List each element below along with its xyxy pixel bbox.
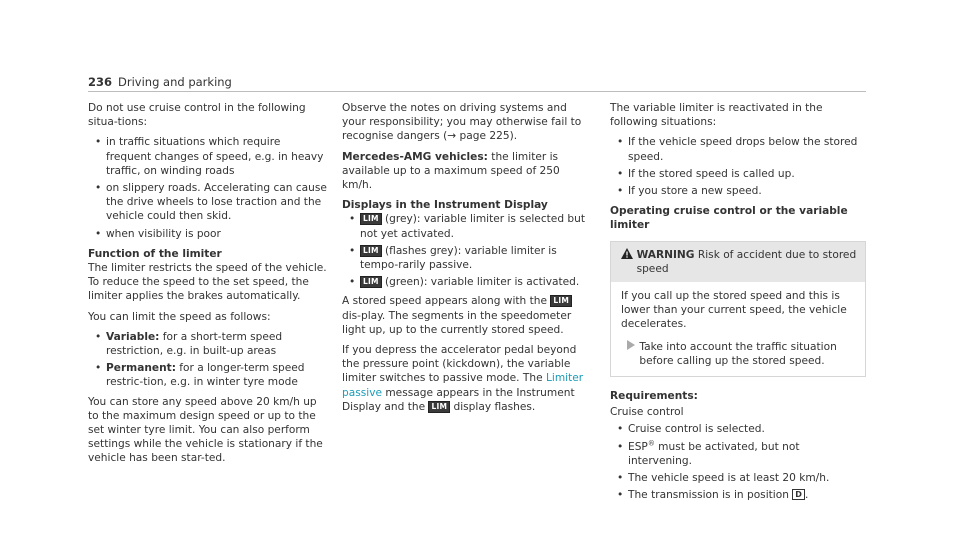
warning-label: WARNING — [636, 248, 695, 261]
bullet-icon: • — [617, 423, 624, 436]
limit-modes-list — [88, 330, 328, 390]
bullet-icon: • — [95, 362, 102, 375]
list-item: • Cruise control is selected. — [617, 423, 765, 436]
operating-heading: Operating cruise control or the variable limiter — [610, 205, 848, 232]
list-item: • in traffic situations which require frequent changes of speed, e.g. in heavy traffic, on winding roads — [95, 136, 324, 177]
warning-text: If you call up the stored speed and this is lower than your current speed, the vehicle decelerates. — [621, 290, 847, 331]
permanent-label: Permanent: — [106, 362, 176, 375]
list-item: • The transmission is in position D . — [617, 489, 809, 502]
bullet-icon: • — [95, 136, 102, 149]
list-item: • Variable: for a short-term speed restriction, e.g. in built-up areas — [95, 330, 283, 358]
tip — [621, 340, 857, 368]
bullet-icon: • — [95, 227, 102, 240]
registered-mark: ® — [647, 439, 655, 448]
requirements-heading: Requirements: — [610, 390, 698, 403]
displays-heading: Displays in the Instrument Display — [342, 199, 548, 212]
list-item: • Permanent: for a longer-term speed restric-tion, e.g. in winter tyre mode — [95, 362, 305, 389]
lim-icon: LIM — [550, 295, 572, 307]
list-item: • LIM (flashes grey): variable limiter is tempo-rarily passive. — [349, 244, 557, 272]
amg-label: Mercedes-AMG vehicles: — [342, 150, 488, 163]
bullet-icon: • — [349, 244, 356, 257]
lim-icon: LIM — [360, 276, 382, 288]
intro-text: Do not use cruise control in the following situa-tions: — [88, 102, 306, 129]
lim-icon: LIM — [360, 245, 382, 257]
list-item: • ESP® must be activated, but not intervening. — [617, 439, 800, 467]
requirements-list — [610, 422, 866, 502]
limiter-passive-message: Limiter passive — [342, 372, 584, 399]
requirements-subtitle: Cruise control — [610, 406, 684, 419]
list-item: • LIM (green): variable limiter is activated. — [349, 276, 580, 289]
limit-text: You can limit the speed as follows: — [88, 310, 271, 323]
arrow-right-icon — [621, 340, 639, 368]
bullet-icon: • — [617, 440, 624, 453]
warning-triangle-icon — [621, 248, 637, 276]
store-text: You can store any speed above 20 km/h up to the maximum design speed or up to the set winter tyre limit. You can also perform settings while the vehicle is stationary if the vehicle has been star-ted. — [88, 395, 323, 465]
warning-box — [610, 241, 866, 377]
list-item: • when visibility is poor — [95, 227, 221, 240]
observe-text: Observe the notes on driving systems and your responsibility; you may otherwise fail to recognise dangers (→ page 225). — [342, 102, 582, 143]
bullet-icon: • — [617, 472, 624, 485]
display-list — [342, 212, 588, 289]
reactivated-list — [610, 135, 866, 198]
stored-speed-text: A stored speed appears along with the LIM dis-play. The segments in the speedometer light up, up to the currently stored speed. — [342, 295, 572, 336]
warning-header — [611, 242, 865, 282]
header-divider — [88, 91, 866, 92]
bullet-icon: • — [95, 330, 102, 343]
warning-body — [611, 282, 865, 376]
bullet-icon: • — [349, 213, 356, 226]
list-item: • If you store a new speed. — [617, 185, 762, 198]
function-heading: Function of the limiter — [88, 247, 222, 260]
column-3 — [610, 101, 866, 507]
list-item: • LIM (grey): variable limiter is selected but not yet activated. — [349, 213, 586, 240]
warning-title: WARNING Risk of accident due to stored speed — [636, 248, 857, 275]
column-1 — [88, 101, 328, 472]
list-item: • If the stored speed is called up. — [617, 167, 795, 180]
list-item: • on slippery roads. Accelerating can cause the drive wheels to lose traction and the vehicle could then skid. — [95, 182, 327, 223]
lim-icon: LIM — [428, 401, 450, 413]
bullet-icon: • — [617, 167, 624, 180]
column-2 — [342, 101, 588, 420]
page-number: 236 — [88, 75, 113, 89]
tip-text: Take into account the traffic situation before calling up the stored speed. — [639, 340, 837, 367]
bullet-icon: • — [617, 185, 624, 198]
reactivated-text: The variable limiter is reactivated in the following situations: — [610, 102, 823, 129]
lim-icon: LIM — [360, 213, 382, 225]
situations-list — [88, 135, 328, 240]
kickdown-text: If you depress the accelerator pedal beyond the pressure point (kickdown), the variable limiter switches to passive mode. The Limiter passive message appears in the Instrument Display and the LIM display flashes. — [342, 344, 584, 413]
bullet-icon: • — [349, 276, 356, 289]
section-title: Driving and parking — [118, 75, 232, 89]
list-item: • The vehicle speed is at least 20 km/h. — [617, 472, 830, 485]
bullet-icon: • — [617, 136, 624, 149]
gear-position-d-icon: D — [792, 489, 805, 500]
amg-paragraph: Mercedes-AMG vehicles: the limiter is available up to a maximum speed of 250 km/h. — [342, 150, 560, 192]
bullet-icon: • — [617, 489, 624, 502]
variable-label: Variable: — [106, 330, 160, 343]
list-item: • If the vehicle speed drops below the stored speed. — [617, 136, 858, 163]
function-text: The limiter restricts the speed of the vehicle. To reduce the speed to the set speed, the limiter applies the brakes automatically. — [88, 262, 327, 303]
bullet-icon: • — [95, 182, 102, 195]
page-header — [88, 75, 232, 89]
